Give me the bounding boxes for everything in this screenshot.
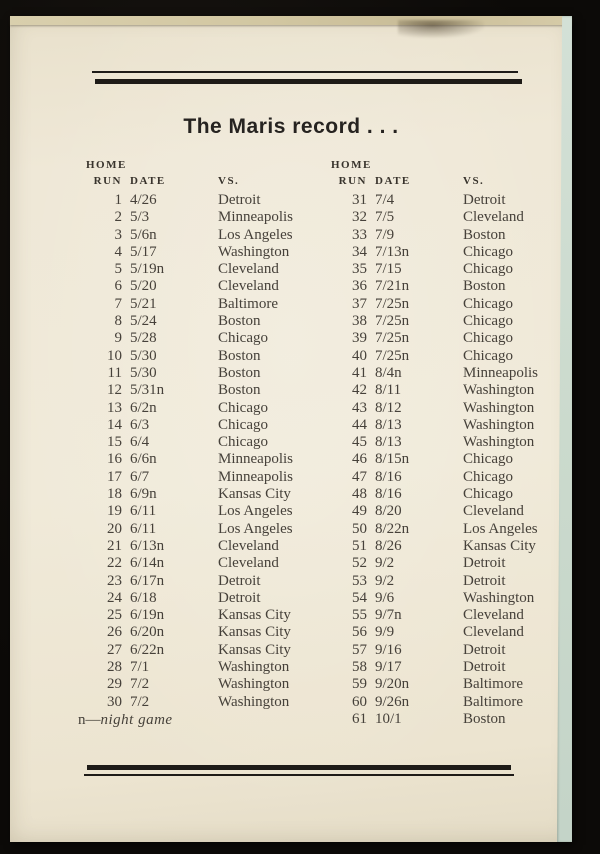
record-row <box>323 434 563 451</box>
game-date: 7/25n <box>375 295 410 312</box>
game-date: 5/21 <box>130 295 157 312</box>
page-title: The Maris record . . . <box>183 115 399 138</box>
bottom-rule-thick <box>87 765 511 770</box>
opponent-team: Kansas City <box>218 641 291 658</box>
game-date: 7/15 <box>375 261 402 278</box>
record-row <box>78 624 310 641</box>
column-header-date: DATE <box>375 175 411 187</box>
home-run-number: 56 <box>352 624 367 641</box>
home-run-number: 5 <box>114 261 122 278</box>
record-row <box>78 676 310 693</box>
game-date: 8/13 <box>375 434 402 451</box>
record-row <box>78 192 310 209</box>
record-row <box>323 451 563 468</box>
game-date: 6/7 <box>130 468 150 485</box>
home-run-number: 49 <box>352 503 367 520</box>
game-date: 8/22n <box>375 520 410 537</box>
home-run-number: 48 <box>352 486 367 503</box>
game-date: 9/2 <box>375 555 395 572</box>
record-row <box>323 694 563 711</box>
opponent-team: Detroit <box>218 589 261 606</box>
home-run-number: 13 <box>107 399 122 416</box>
game-date: 8/4n <box>375 364 402 381</box>
opponent-team: Cleveland <box>463 624 524 641</box>
opponent-team: Boston <box>463 710 506 727</box>
home-run-number: 59 <box>352 676 367 693</box>
opponent-team: Los Angeles <box>218 226 293 243</box>
home-run-number: 40 <box>352 347 367 364</box>
opponent-team: Washington <box>218 243 290 260</box>
record-row <box>78 469 310 486</box>
game-date: 9/16 <box>375 641 402 658</box>
record-row <box>323 330 563 347</box>
game-date: 7/25n <box>375 347 410 364</box>
record-row <box>323 503 563 520</box>
game-date: 7/4 <box>375 192 395 208</box>
game-date: 7/1 <box>130 659 150 676</box>
opponent-team: Boston <box>218 347 261 364</box>
game-date: 5/3 <box>130 209 150 226</box>
game-date: 5/6n <box>130 226 157 243</box>
opponent-team: Chicago <box>463 486 513 503</box>
record-row <box>78 434 310 451</box>
home-run-number: 45 <box>352 434 367 451</box>
record-row <box>78 538 310 555</box>
opponent-team: Baltimore <box>463 676 523 693</box>
opponent-team: Minneapolis <box>463 364 538 381</box>
record-row <box>78 296 310 313</box>
home-run-number: 11 <box>107 364 122 381</box>
record-row <box>78 503 310 520</box>
home-run-number: 60 <box>352 693 367 710</box>
record-rows-left <box>78 192 310 711</box>
game-date: 9/9 <box>375 624 395 641</box>
opponent-team: Kansas City <box>463 537 536 554</box>
home-run-number: 51 <box>352 537 367 554</box>
record-row <box>323 313 563 330</box>
game-date: 7/2 <box>130 676 150 693</box>
game-date: 5/30 <box>130 364 157 381</box>
game-date: 6/19n <box>130 607 165 624</box>
record-row <box>78 313 310 330</box>
record-row <box>78 261 310 278</box>
jacket-top-edge <box>10 16 572 25</box>
record-row <box>78 400 310 417</box>
column-header-run: RUN <box>93 175 122 187</box>
home-run-number: 57 <box>352 641 367 658</box>
home-run-number: 50 <box>352 520 367 537</box>
opponent-team: Detroit <box>463 192 506 208</box>
game-date: 6/6n <box>130 451 157 468</box>
game-date: 7/25n <box>375 330 410 347</box>
column-header-row <box>323 175 563 187</box>
opponent-team: Chicago <box>463 468 513 485</box>
opponent-team: Minneapolis <box>218 209 293 226</box>
record-row <box>323 192 563 209</box>
record-row <box>323 555 563 572</box>
game-date: 5/19n <box>130 261 165 278</box>
opponent-team: Detroit <box>463 659 506 676</box>
column-header-date: DATE <box>130 175 166 187</box>
record-row <box>323 538 563 555</box>
jacket-stain <box>398 20 484 38</box>
home-run-number: 37 <box>352 295 367 312</box>
column-header-run: RUN <box>338 175 367 187</box>
record-row <box>323 365 563 382</box>
night-game-footnote <box>78 712 310 729</box>
home-run-number: 61 <box>352 710 367 727</box>
home-run-number: 12 <box>107 382 122 399</box>
home-run-number: 36 <box>352 278 367 295</box>
home-run-number: 28 <box>107 659 122 676</box>
bottom-rule-thin <box>84 774 514 776</box>
home-run-number: 44 <box>352 416 367 433</box>
game-date: 7/2 <box>130 693 150 710</box>
game-date: 8/11 <box>375 382 402 399</box>
game-date: 5/17 <box>130 243 157 260</box>
record-column-right <box>323 159 563 728</box>
opponent-team: Washington <box>218 659 290 676</box>
record-row <box>323 227 563 244</box>
home-run-number: 54 <box>352 589 367 606</box>
game-date: 5/24 <box>130 313 157 330</box>
home-run-number: 6 <box>114 278 122 295</box>
record-row <box>323 209 563 226</box>
home-run-number: 29 <box>107 676 122 693</box>
home-run-number: 23 <box>107 572 122 589</box>
opponent-team: Chicago <box>463 347 513 364</box>
record-row <box>323 244 563 261</box>
record-rows-right <box>323 192 563 728</box>
record-row <box>78 642 310 659</box>
game-date: 8/15n <box>375 451 410 468</box>
home-run-number: 2 <box>114 209 122 226</box>
opponent-team: Detroit <box>218 192 261 208</box>
opponent-team: Cleveland <box>463 607 524 624</box>
opponent-team: Chicago <box>218 416 268 433</box>
game-date: 5/31n <box>130 382 165 399</box>
home-run-number: 27 <box>107 641 122 658</box>
opponent-team: Detroit <box>218 572 261 589</box>
record-row <box>78 348 310 365</box>
game-date: 6/14n <box>130 555 165 572</box>
opponent-team: Chicago <box>218 399 268 416</box>
opponent-team: Boston <box>218 313 261 330</box>
home-run-number: 46 <box>352 451 367 468</box>
record-row <box>323 382 563 399</box>
game-date: 9/6 <box>375 589 395 606</box>
home-run-number: 24 <box>107 589 122 606</box>
opponent-team: Washington <box>463 382 535 399</box>
opponent-team: Washington <box>463 399 535 416</box>
record-row <box>78 227 310 244</box>
opponent-team: Boston <box>463 226 506 243</box>
home-run-number: 26 <box>107 624 122 641</box>
record-row <box>323 521 563 538</box>
column-header-vs: VS. <box>218 175 240 187</box>
game-date: 6/3 <box>130 416 150 433</box>
home-run-number: 7 <box>114 295 122 312</box>
opponent-team: Baltimore <box>463 693 523 710</box>
record-row <box>78 659 310 676</box>
home-run-number: 4 <box>114 243 122 260</box>
game-date: 9/26n <box>375 693 410 710</box>
game-date: 6/22n <box>130 641 165 658</box>
record-row <box>323 400 563 417</box>
home-run-number: 16 <box>107 451 122 468</box>
game-date: 6/17n <box>130 572 165 589</box>
home-run-number: 31 <box>352 192 367 208</box>
top-rule-thick <box>95 79 522 84</box>
game-date: 4/26 <box>130 192 157 208</box>
record-row <box>323 261 563 278</box>
record-row <box>323 469 563 486</box>
game-date: 6/18 <box>130 589 157 606</box>
home-run-number: 19 <box>107 503 122 520</box>
home-run-number: 10 <box>107 347 122 364</box>
opponent-team: Washington <box>218 676 290 693</box>
opponent-team: Washington <box>463 416 535 433</box>
opponent-team: Cleveland <box>218 537 279 554</box>
opponent-team: Detroit <box>463 641 506 658</box>
record-row <box>78 486 310 503</box>
record-row <box>78 278 310 295</box>
opponent-team: Detroit <box>463 555 506 572</box>
game-date: 6/9n <box>130 486 157 503</box>
home-run-number: 18 <box>107 486 122 503</box>
record-row <box>323 659 563 676</box>
home-run-number: 34 <box>352 243 367 260</box>
record-row <box>78 573 310 590</box>
opponent-team: Chicago <box>463 243 513 260</box>
opponent-team: Los Angeles <box>218 503 293 520</box>
game-date: 7/9 <box>375 226 395 243</box>
game-date: 8/16 <box>375 468 402 485</box>
game-date: 9/7n <box>375 607 402 624</box>
record-row <box>78 244 310 261</box>
opponent-team: Washington <box>463 434 535 451</box>
home-run-number: 1 <box>114 192 122 208</box>
game-date: 8/12 <box>375 399 402 416</box>
opponent-team: Minneapolis <box>218 451 293 468</box>
game-date: 8/13 <box>375 416 402 433</box>
record-row <box>323 642 563 659</box>
home-run-number: 22 <box>107 555 122 572</box>
home-run-number: 41 <box>352 364 367 381</box>
game-date: 9/2 <box>375 572 395 589</box>
game-date: 6/11 <box>130 503 157 520</box>
record-row <box>78 209 310 226</box>
home-run-number: 33 <box>352 226 367 243</box>
opponent-team: Cleveland <box>218 278 279 295</box>
home-run-number: 25 <box>107 607 122 624</box>
home-run-number: 35 <box>352 261 367 278</box>
home-run-number: 20 <box>107 520 122 537</box>
home-run-number: 52 <box>352 555 367 572</box>
game-date: 6/2n <box>130 399 157 416</box>
game-date: 7/5 <box>375 209 395 226</box>
home-run-number: 15 <box>107 434 122 451</box>
home-run-number: 58 <box>352 659 367 676</box>
record-row <box>78 330 310 347</box>
opponent-team: Cleveland <box>463 209 524 226</box>
home-run-number: 21 <box>107 537 122 554</box>
opponent-team: Boston <box>218 382 261 399</box>
home-run-number: 55 <box>352 607 367 624</box>
record-row <box>323 607 563 624</box>
home-run-number: 8 <box>114 313 122 330</box>
opponent-team: Chicago <box>463 330 513 347</box>
record-row <box>78 521 310 538</box>
home-run-number: 53 <box>352 572 367 589</box>
top-rule-thin <box>92 71 518 73</box>
game-date: 6/4 <box>130 434 150 451</box>
opponent-team: Boston <box>463 278 506 295</box>
record-row <box>78 590 310 607</box>
game-date: 5/28 <box>130 330 157 347</box>
record-row <box>323 711 563 728</box>
opponent-team: Baltimore <box>218 295 278 312</box>
opponent-team: Chicago <box>218 330 268 347</box>
opponent-team: Chicago <box>218 434 268 451</box>
game-date: 7/13n <box>375 243 410 260</box>
game-date: 6/11 <box>130 520 157 537</box>
opponent-team: Chicago <box>463 295 513 312</box>
game-date: 9/17 <box>375 659 402 676</box>
record-row <box>78 451 310 468</box>
record-row <box>78 417 310 434</box>
opponent-team: Cleveland <box>463 503 524 520</box>
record-row <box>78 607 310 624</box>
game-date: 6/20n <box>130 624 165 641</box>
record-row <box>323 573 563 590</box>
opponent-team: Los Angeles <box>218 520 293 537</box>
record-column-left <box>78 159 310 729</box>
record-row <box>323 676 563 693</box>
record-row <box>78 555 310 572</box>
record-row <box>323 624 563 641</box>
game-date: 8/20 <box>375 503 402 520</box>
opponent-team: Washington <box>463 589 535 606</box>
home-run-number: 38 <box>352 313 367 330</box>
opponent-team: Kansas City <box>218 486 291 503</box>
footnote-text: night game <box>100 711 173 728</box>
opponent-team: Los Angeles <box>463 520 538 537</box>
record-row <box>78 382 310 399</box>
opponent-team: Cleveland <box>218 555 279 572</box>
game-date: 5/30 <box>130 347 157 364</box>
footnote-prefix: n— <box>78 711 101 728</box>
home-run-number: 32 <box>352 209 367 226</box>
game-date: 5/20 <box>130 278 157 295</box>
opponent-team: Cleveland <box>218 261 279 278</box>
opponent-team: Detroit <box>463 572 506 589</box>
record-row <box>323 486 563 503</box>
game-date: 7/25n <box>375 313 410 330</box>
column-header-home: HOME <box>331 159 372 171</box>
opponent-team: Boston <box>218 364 261 381</box>
game-date: 9/20n <box>375 676 410 693</box>
opponent-team: Kansas City <box>218 624 291 641</box>
game-date: 8/26 <box>375 537 402 554</box>
book-page <box>10 16 572 842</box>
game-date: 10/1 <box>375 710 402 727</box>
game-date: 6/13n <box>130 537 165 554</box>
home-run-number: 47 <box>352 468 367 485</box>
home-run-number: 17 <box>107 468 122 485</box>
record-row <box>323 296 563 313</box>
opponent-team: Washington <box>218 693 290 710</box>
opponent-team: Chicago <box>463 451 513 468</box>
home-run-number: 30 <box>107 693 122 710</box>
game-date: 8/16 <box>375 486 402 503</box>
opponent-team: Kansas City <box>218 607 291 624</box>
home-run-number: 9 <box>114 330 122 347</box>
record-row <box>78 365 310 382</box>
opponent-team: Chicago <box>463 261 513 278</box>
home-run-number: 3 <box>114 226 122 243</box>
record-row <box>323 278 563 295</box>
column-header-vs: VS. <box>463 175 485 187</box>
record-row <box>323 417 563 434</box>
opponent-team: Minneapolis <box>218 468 293 485</box>
opponent-team: Chicago <box>463 313 513 330</box>
game-date: 7/21n <box>375 278 410 295</box>
record-row <box>78 694 310 711</box>
home-run-number: 43 <box>352 399 367 416</box>
home-run-number: 42 <box>352 382 367 399</box>
column-header-row <box>78 175 310 187</box>
record-row <box>323 590 563 607</box>
column-header-home: HOME <box>86 159 127 171</box>
home-run-number: 39 <box>352 330 367 347</box>
record-row <box>323 348 563 365</box>
home-run-number: 14 <box>107 416 122 433</box>
